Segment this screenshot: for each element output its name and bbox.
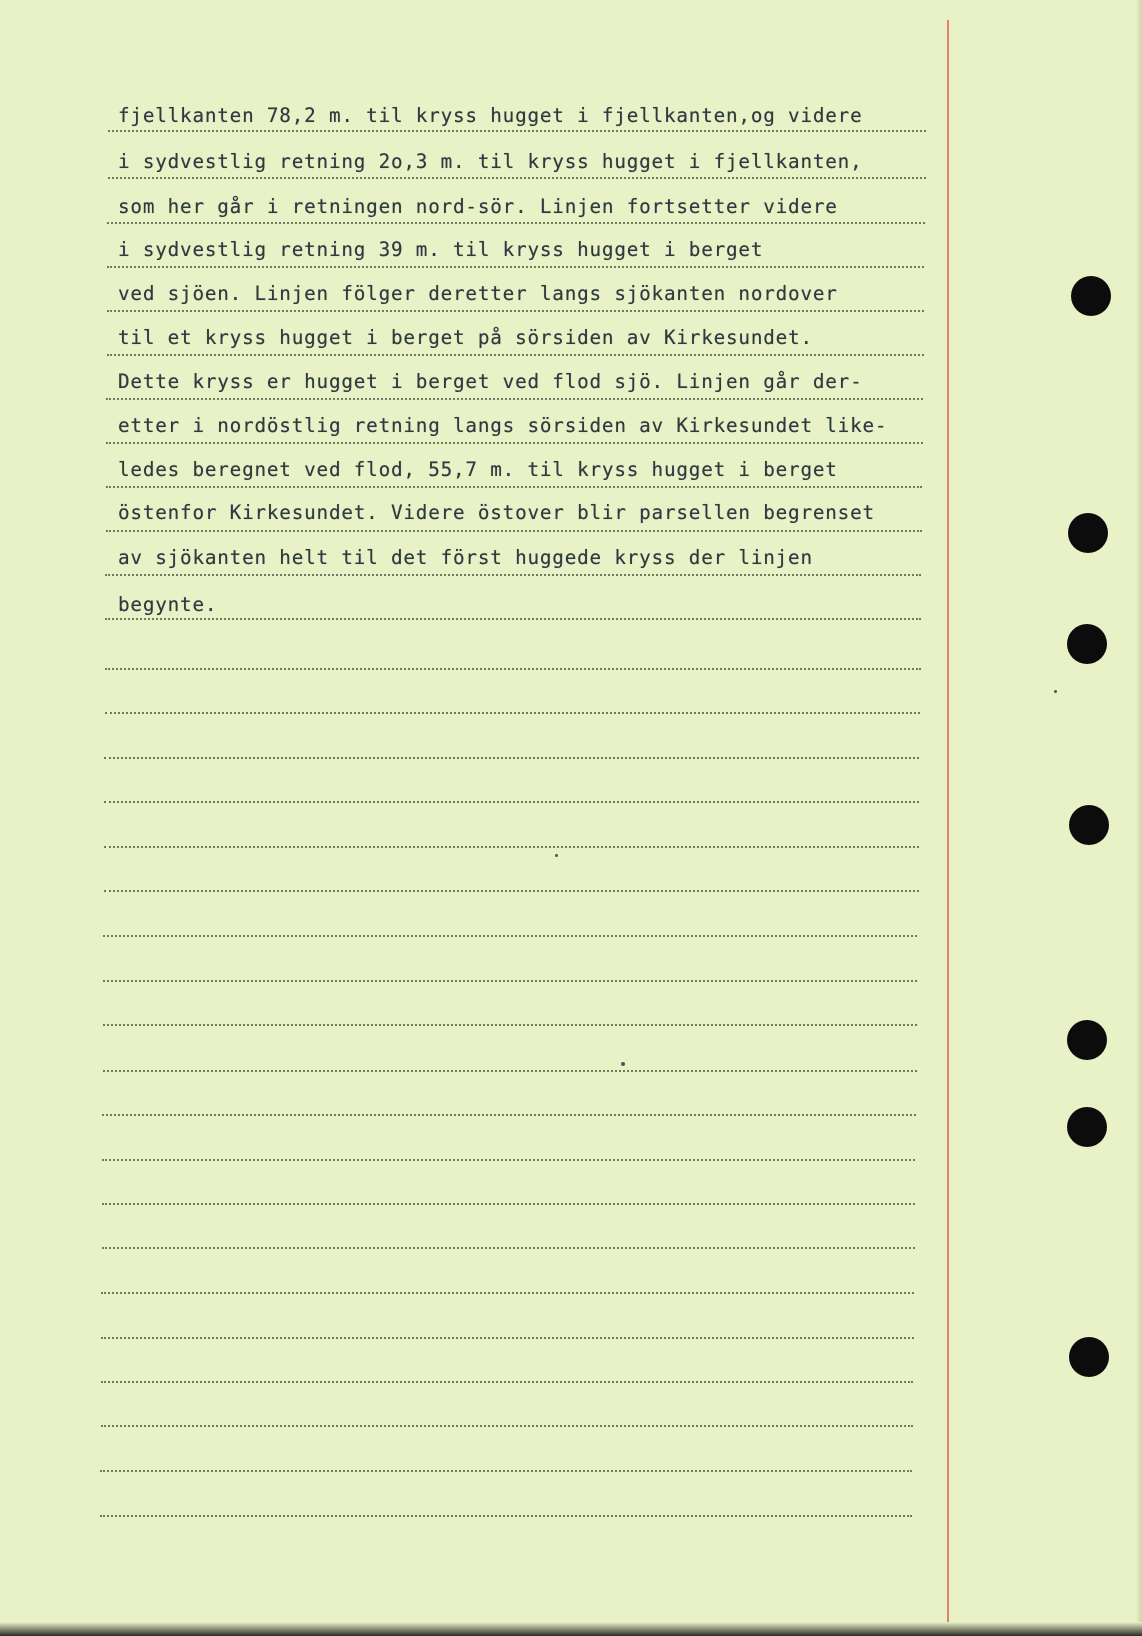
- ruled-line: [102, 1247, 915, 1249]
- ruled-line: [103, 1070, 917, 1072]
- paper-edge-right: [1136, 0, 1142, 1636]
- ruled-line: [105, 668, 921, 670]
- punch-hole: [1068, 513, 1108, 553]
- ruled-line: [104, 846, 919, 848]
- ruled-line: [107, 354, 924, 356]
- ruled-line: [101, 1425, 913, 1427]
- ink-speck: [1054, 690, 1057, 693]
- ruled-line: [101, 1381, 913, 1383]
- ink-speck: [555, 854, 558, 857]
- punch-hole: [1069, 805, 1109, 845]
- ruled-line: [103, 980, 917, 982]
- ruled-line: [102, 1114, 916, 1116]
- ruled-line: [107, 222, 925, 224]
- text-line-4: i sydvestlig retning 39 m. til kryss hugget i berget: [118, 238, 764, 261]
- ruled-line: [104, 890, 919, 892]
- ruled-line: [108, 177, 926, 179]
- margin-rule: [947, 20, 949, 1636]
- ruled-line: [100, 1515, 912, 1517]
- ruled-line: [107, 310, 924, 312]
- ink-speck: [621, 1062, 625, 1066]
- ruled-line: [106, 442, 923, 444]
- punch-hole: [1067, 1107, 1107, 1147]
- punch-hole: [1069, 1337, 1109, 1377]
- ruled-line: [105, 712, 920, 714]
- punch-hole: [1071, 276, 1111, 316]
- text-line-12: begynte.: [118, 593, 218, 616]
- text-line-9: ledes beregnet ved flod, 55,7 m. til kryss hugget i berget: [118, 458, 838, 481]
- ruled-line: [108, 130, 926, 132]
- ruled-line: [101, 1292, 914, 1294]
- ruled-line: [105, 618, 921, 620]
- ruled-line: [107, 266, 924, 268]
- paper-edge-bottom: [0, 1622, 1142, 1636]
- text-line-10: östenfor Kirkesundet. Videre östover blir parsellen begrenset: [118, 501, 875, 524]
- punch-hole: [1067, 624, 1107, 664]
- ruled-line: [102, 1203, 915, 1205]
- ruled-line: [104, 757, 919, 759]
- text-line-7: Dette kryss er hugget i berget ved flod sjö. Linjen går der-: [118, 370, 863, 393]
- ruled-line: [102, 1159, 915, 1161]
- punch-hole: [1067, 1020, 1107, 1060]
- ruled-line: [103, 1024, 917, 1026]
- ruled-line: [101, 1337, 914, 1339]
- text-line-3: som her går i retningen nord-sör. Linjen fortsetter videre: [118, 195, 838, 218]
- ruled-line: [106, 486, 922, 488]
- ruled-line: [104, 801, 919, 803]
- text-line-5: ved sjöen. Linjen fölger deretter langs sjökanten nordover: [118, 282, 838, 305]
- text-line-11: av sjökanten helt til det först huggede kryss der linjen: [118, 546, 813, 569]
- ruled-line: [106, 530, 922, 532]
- text-line-8: etter i nordöstlig retning langs sörsiden av Kirkesundet like-: [118, 414, 888, 437]
- ruled-line: [103, 935, 917, 937]
- ruled-line: [106, 398, 923, 400]
- ruled-line: [105, 574, 921, 576]
- ruled-line: [100, 1470, 912, 1472]
- text-line-2: i sydvestlig retning 2o,3 m. til kryss hugget i fjellkanten,: [118, 150, 863, 173]
- text-line-6: til et kryss hugget i berget på sörsiden av Kirkesundet.: [118, 326, 813, 349]
- text-line-1: fjellkanten 78,2 m. til kryss hugget i fjellkanten,og videre: [118, 104, 863, 127]
